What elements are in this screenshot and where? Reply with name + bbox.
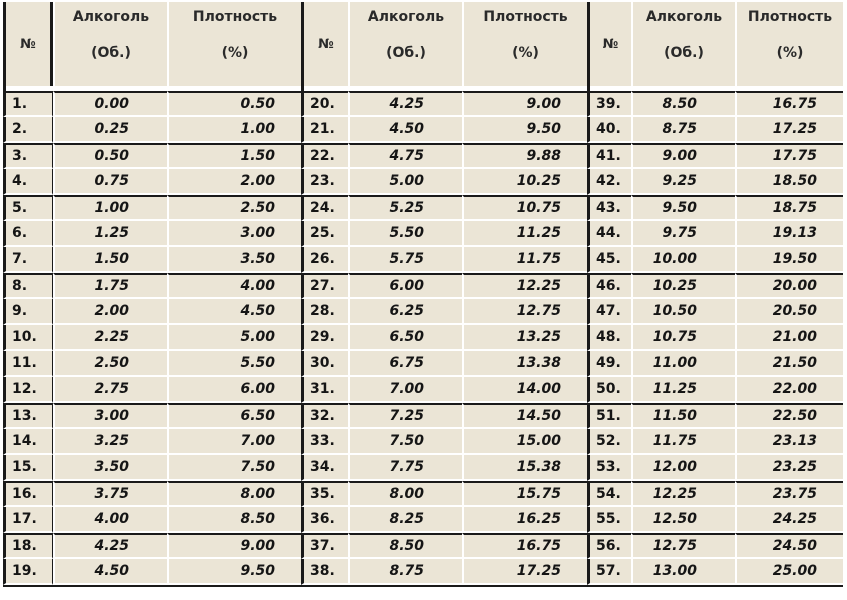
table-row [3, 455, 843, 481]
alcohol-value: 2.00 [53, 299, 167, 325]
alcohol-value: 11.00 [631, 351, 735, 377]
row-number: 24. [301, 195, 348, 221]
density-value: 11.75 [462, 247, 587, 273]
header-density-1-line2: (%) [221, 45, 249, 61]
alcohol-value: 11.25 [631, 377, 735, 403]
alcohol-value: 3.00 [53, 403, 167, 429]
header-num-1: № [3, 2, 53, 86]
alcohol-value: 13.00 [631, 559, 735, 585]
alcohol-value: 6.25 [348, 299, 462, 325]
density-value: 7.50 [167, 455, 301, 481]
density-value: 21.00 [735, 325, 843, 351]
alcohol-value: 9.75 [631, 221, 735, 247]
alcohol-value: 5.75 [348, 247, 462, 273]
header-density-3-line2: (%) [776, 45, 804, 61]
alcohol-value: 5.25 [348, 195, 462, 221]
header-num-3: № [587, 2, 631, 86]
alcohol-value: 7.00 [348, 377, 462, 403]
density-value: 19.50 [735, 247, 843, 273]
alcohol-value: 10.50 [631, 299, 735, 325]
density-value: 4.50 [167, 299, 301, 325]
row-number: 22. [301, 143, 348, 169]
row-number: 25. [301, 221, 348, 247]
row-number: 3. [3, 143, 53, 169]
row-number: 56. [587, 533, 631, 559]
alcohol-value: 10.00 [631, 247, 735, 273]
row-number: 2. [3, 117, 53, 143]
alcohol-value: 6.75 [348, 351, 462, 377]
table-row [3, 91, 843, 117]
alcohol-value: 4.50 [348, 117, 462, 143]
alcohol-value: 7.50 [348, 429, 462, 455]
table-row [3, 351, 843, 377]
density-value: 18.50 [735, 169, 843, 195]
density-value: 14.50 [462, 403, 587, 429]
row-number: 9. [3, 299, 53, 325]
row-number: 7. [3, 247, 53, 273]
row-number: 38. [301, 559, 348, 585]
row-number: 50. [587, 377, 631, 403]
alcohol-value: 4.00 [53, 507, 167, 533]
header-alcohol-1-line1: Алкоголь [72, 9, 150, 25]
density-value: 9.50 [167, 559, 301, 585]
alcohol-value: 1.25 [53, 221, 167, 247]
density-value: 11.25 [462, 221, 587, 247]
alcohol-value: 6.00 [348, 273, 462, 299]
alcohol-value: 5.50 [348, 221, 462, 247]
alcohol-value: 9.25 [631, 169, 735, 195]
density-value: 2.00 [167, 169, 301, 195]
density-value: 9.00 [462, 91, 587, 117]
alcohol-value: 5.00 [348, 169, 462, 195]
table-row [3, 403, 843, 429]
alcohol-value: 1.00 [53, 195, 167, 221]
alcohol-value: 8.25 [348, 507, 462, 533]
row-number: 37. [301, 533, 348, 559]
alcohol-value: 0.50 [53, 143, 167, 169]
header-density-1-line1: Плотность [192, 9, 278, 25]
alcohol-value: 4.25 [348, 91, 462, 117]
table-row [3, 481, 843, 507]
row-number: 27. [301, 273, 348, 299]
density-value: 3.00 [167, 221, 301, 247]
table-row [3, 143, 843, 169]
row-number: 55. [587, 507, 631, 533]
header-alcohol-3-line2: (Об.) [664, 45, 704, 61]
table-row [3, 507, 843, 533]
row-number: 18. [3, 533, 53, 559]
row-number: 43. [587, 195, 631, 221]
density-value: 1.50 [167, 143, 301, 169]
density-value: 3.50 [167, 247, 301, 273]
header-alcohol-1 [53, 2, 167, 86]
density-value: 19.13 [735, 221, 843, 247]
row-number: 35. [301, 481, 348, 507]
alcohol-value: 9.50 [631, 195, 735, 221]
header-alcohol-2-line1: Алкоголь [367, 9, 445, 25]
header-alcohol-3-line1: Алкоголь [645, 9, 723, 25]
density-value: 0.50 [167, 91, 301, 117]
density-value: 23.75 [735, 481, 843, 507]
density-value: 17.25 [462, 559, 587, 585]
table-bottom-border [3, 585, 843, 587]
density-value: 2.50 [167, 195, 301, 221]
row-number: 41. [587, 143, 631, 169]
density-value: 12.25 [462, 273, 587, 299]
density-value: 14.00 [462, 377, 587, 403]
header-density-2-line1: Плотность [483, 9, 568, 25]
density-value: 22.50 [735, 403, 843, 429]
table-row [3, 559, 843, 585]
table-row [3, 247, 843, 273]
row-number: 33. [301, 429, 348, 455]
header-alcohol-2-line2: (Об.) [386, 45, 426, 61]
table-row [3, 195, 843, 221]
density-value: 6.50 [167, 403, 301, 429]
header-density-2 [462, 2, 587, 86]
header-alcohol-3 [631, 2, 735, 86]
row-number: 48. [587, 325, 631, 351]
density-value: 23.13 [735, 429, 843, 455]
alcohol-value: 0.25 [53, 117, 167, 143]
row-number: 32. [301, 403, 348, 429]
row-number: 8. [3, 273, 53, 299]
table-row [3, 325, 843, 351]
density-value: 15.38 [462, 455, 587, 481]
row-number: 39. [587, 91, 631, 117]
table-row [3, 429, 843, 455]
density-value: 23.25 [735, 455, 843, 481]
alcohol-value: 10.25 [631, 273, 735, 299]
alcohol-value: 11.50 [631, 403, 735, 429]
alcohol-value: 4.50 [53, 559, 167, 585]
density-value: 1.00 [167, 117, 301, 143]
density-value: 24.25 [735, 507, 843, 533]
density-value: 24.50 [735, 533, 843, 559]
row-number: 13. [3, 403, 53, 429]
header-density-3-line1: Плотность [747, 9, 833, 25]
density-value: 16.75 [462, 533, 587, 559]
header-density-3 [735, 2, 843, 86]
density-value: 9.88 [462, 143, 587, 169]
density-value: 5.00 [167, 325, 301, 351]
density-value: 20.50 [735, 299, 843, 325]
row-number: 44. [587, 221, 631, 247]
alcohol-value: 3.75 [53, 481, 167, 507]
row-number: 40. [587, 117, 631, 143]
row-number: 1. [3, 91, 53, 117]
alcohol-value: 10.75 [631, 325, 735, 351]
row-number: 14. [3, 429, 53, 455]
alcohol-value: 6.50 [348, 325, 462, 351]
density-value: 4.00 [167, 273, 301, 299]
alcohol-value: 1.50 [53, 247, 167, 273]
density-value: 17.25 [735, 117, 843, 143]
density-value: 17.75 [735, 143, 843, 169]
row-number: 57. [587, 559, 631, 585]
table-row [3, 117, 843, 143]
row-number: 49. [587, 351, 631, 377]
row-number: 21. [301, 117, 348, 143]
density-value: 21.50 [735, 351, 843, 377]
alcohol-value: 12.25 [631, 481, 735, 507]
density-value: 16.75 [735, 91, 843, 117]
row-number: 31. [301, 377, 348, 403]
row-number: 19. [3, 559, 53, 585]
row-number: 12. [3, 377, 53, 403]
alcohol-value: 8.75 [631, 117, 735, 143]
alcohol-value: 2.50 [53, 351, 167, 377]
density-value: 18.75 [735, 195, 843, 221]
row-number: 42. [587, 169, 631, 195]
row-number: 17. [3, 507, 53, 533]
alcohol-value: 11.75 [631, 429, 735, 455]
density-value: 8.00 [167, 481, 301, 507]
row-number: 6. [3, 221, 53, 247]
density-value: 9.50 [462, 117, 587, 143]
alcohol-value: 2.75 [53, 377, 167, 403]
row-number: 20. [301, 91, 348, 117]
density-value: 12.75 [462, 299, 587, 325]
table-row [3, 221, 843, 247]
row-number: 52. [587, 429, 631, 455]
alcohol-value: 8.50 [631, 91, 735, 117]
alcohol-value: 12.75 [631, 533, 735, 559]
alcohol-density-table [3, 2, 843, 585]
density-value: 10.25 [462, 169, 587, 195]
alcohol-value: 4.75 [348, 143, 462, 169]
alcohol-value: 0.00 [53, 91, 167, 117]
row-number: 54. [587, 481, 631, 507]
alcohol-value: 9.00 [631, 143, 735, 169]
alcohol-value: 2.25 [53, 325, 167, 351]
row-number: 51. [587, 403, 631, 429]
row-number: 34. [301, 455, 348, 481]
alcohol-value: 4.25 [53, 533, 167, 559]
alcohol-value: 3.25 [53, 429, 167, 455]
alcohol-value: 3.50 [53, 455, 167, 481]
row-number: 23. [301, 169, 348, 195]
row-number: 15. [3, 455, 53, 481]
alcohol-value: 1.75 [53, 273, 167, 299]
alcohol-value: 12.50 [631, 507, 735, 533]
density-value: 16.25 [462, 507, 587, 533]
row-number: 46. [587, 273, 631, 299]
row-number: 16. [3, 481, 53, 507]
table-row [3, 377, 843, 403]
density-value: 10.75 [462, 195, 587, 221]
alcohol-value: 0.75 [53, 169, 167, 195]
row-number: 53. [587, 455, 631, 481]
header-num-2: № [301, 2, 348, 86]
density-value: 6.00 [167, 377, 301, 403]
density-value: 25.00 [735, 559, 843, 585]
row-number: 11. [3, 351, 53, 377]
density-value: 20.00 [735, 273, 843, 299]
row-number: 30. [301, 351, 348, 377]
density-value: 22.00 [735, 377, 843, 403]
alcohol-value: 12.00 [631, 455, 735, 481]
row-number: 36. [301, 507, 348, 533]
density-value: 5.50 [167, 351, 301, 377]
header-density-1 [167, 2, 301, 86]
row-number: 26. [301, 247, 348, 273]
row-number: 10. [3, 325, 53, 351]
row-number: 5. [3, 195, 53, 221]
row-number: 45. [587, 247, 631, 273]
row-number: 4. [3, 169, 53, 195]
row-number: 29. [301, 325, 348, 351]
density-value: 13.25 [462, 325, 587, 351]
table-row [3, 299, 843, 325]
header-row [3, 2, 843, 86]
alcohol-value: 8.00 [348, 481, 462, 507]
alcohol-value: 7.25 [348, 403, 462, 429]
density-value: 7.00 [167, 429, 301, 455]
density-value: 9.00 [167, 533, 301, 559]
alcohol-value: 8.50 [348, 533, 462, 559]
row-number: 28. [301, 299, 348, 325]
header-alcohol-1-line2: (Об.) [91, 45, 131, 61]
density-value: 15.00 [462, 429, 587, 455]
density-value: 13.38 [462, 351, 587, 377]
row-number: 47. [587, 299, 631, 325]
alcohol-value: 7.75 [348, 455, 462, 481]
header-alcohol-2 [348, 2, 462, 86]
alcohol-value: 8.75 [348, 559, 462, 585]
density-value: 8.50 [167, 507, 301, 533]
table-row [3, 273, 843, 299]
density-value: 15.75 [462, 481, 587, 507]
table-row [3, 169, 843, 195]
header-density-2-line2: (%) [512, 45, 539, 61]
table-body [3, 91, 843, 585]
table-row [3, 533, 843, 559]
